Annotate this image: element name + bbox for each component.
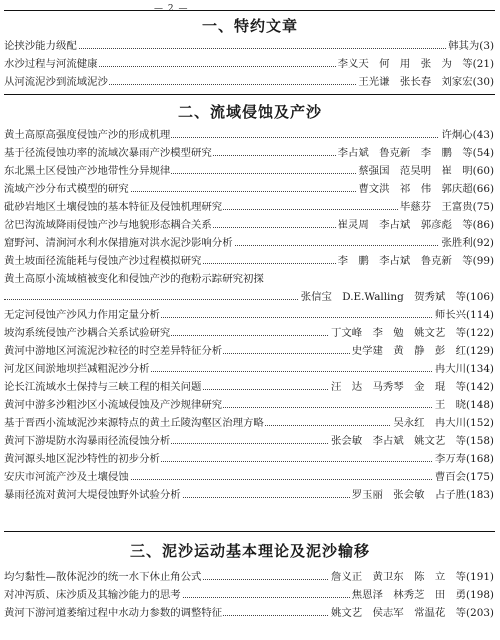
toc-entry[interactable] (0, 55, 500, 73)
entry-title: 黄土坡面径流能耗与侵蚀产沙过程模拟研究 (4, 252, 202, 270)
section-sediment-transport (0, 568, 500, 622)
entry-authors-page: 李义天 何 用 张 为 等(21) (336, 55, 494, 73)
entry-title: 基于晋西小流域泥沙来源特点的黄土丘陵沟壑区治理方略 (4, 414, 265, 432)
top-rule (4, 10, 495, 11)
entry-authors-page: 师长兴(114) (433, 306, 494, 324)
entry-title: 水沙过程与河流健康 (4, 55, 99, 73)
toc-entry[interactable] (0, 342, 500, 360)
entry-authors-page: 崔灵周 李占斌 郭彦彪 等(86) (336, 216, 494, 234)
entry-title: 坡沟系统侵蚀产沙耦合关系试验研究 (4, 324, 171, 342)
entry-title: 黄河下游堤防水沟暴雨径流侵蚀分析 (4, 432, 171, 450)
toc-entry[interactable] (0, 324, 500, 342)
entry-authors-page: 张胜利(92) (439, 234, 494, 252)
entry-title: 从河流泥沙到流域泥沙 (4, 73, 109, 91)
toc-entry[interactable] (0, 360, 500, 378)
toc-entry[interactable] (0, 306, 500, 324)
entry-title: 黄河源头地区泥沙特性的初步分析 (4, 450, 161, 468)
entry-authors-page: 李万寿(168) (433, 450, 494, 468)
section-title-3: 三、泥沙运动基本理论及泥沙输移 (129, 542, 370, 560)
entry-title: 暴雨径流对黄河大堤侵蚀野外试验分析 (4, 486, 182, 504)
entry-title: 均匀黏性—散体泥沙的统一水下休止角公式 (4, 568, 202, 586)
entry-title: 基于径流侵蚀功率的流域次暴雨产沙模型研究 (4, 144, 213, 162)
toc-entry[interactable] (0, 288, 500, 306)
entry-authors-page: 丁文峰 李 勉 姚文艺 等(122) (329, 324, 494, 342)
entry-title: 岔巴沟流域降雨侵蚀产沙与地貌形态耦合关系 (4, 216, 213, 234)
toc-entry[interactable] (0, 396, 500, 414)
toc-entry[interactable] (0, 162, 500, 180)
toc-entry[interactable] (0, 252, 500, 270)
entry-title: 东北黑土区侵蚀产沙地带性分异规律 (4, 162, 171, 180)
section-title-2: 二、流域侵蚀及产沙 (177, 103, 322, 121)
toc-entry[interactable] (0, 378, 500, 396)
section-watershed-erosion (0, 126, 500, 504)
entry-title: 黄河中游多沙粗沙区小流域侵蚀及产沙规律研究 (4, 396, 223, 414)
toc-entry[interactable] (0, 568, 500, 586)
entry-authors-page: 曹百会(175) (433, 468, 494, 486)
toc-entry[interactable] (0, 468, 500, 486)
entry-authors-page: 汪 达 马秀琴 金 琨 等(142) (329, 378, 494, 396)
entry-authors-page: 曹文洪 祁 伟 郭庆超(66) (356, 180, 494, 198)
entry-authors-page: 韩其为(3) (446, 37, 494, 55)
entry-title: 安庆市河流产沙及土壤侵蚀 (4, 468, 130, 486)
entry-authors-page: 罗玉丽 张会敏 占子胜(183) (350, 486, 494, 504)
toc-entry[interactable] (0, 144, 500, 162)
entry-title: 对冲泻质、床沙质及其输沙能力的思考 (4, 586, 182, 604)
toc-entry[interactable] (0, 126, 500, 144)
toc-entry[interactable] (0, 37, 500, 55)
entry-title: 河龙区间淤地坝拦减粗泥沙分析 (4, 360, 150, 378)
entry-authors-page: 吴永红 冉大川(152) (391, 414, 494, 432)
entry-authors-page: 李占斌 鲁克新 李 鹏 等(54) (336, 144, 494, 162)
entry-authors-page: 姚文艺 侯志军 常温花 等(203) (329, 604, 494, 622)
entry-authors-page: 张信宝 D.E.Walling 贺秀斌 等(106) (299, 288, 494, 306)
entry-authors-page: 史学建 黄 静 彭 红(129) (350, 342, 494, 360)
entry-title: 黄河下游河道萎缩过程中水动力参数的调整特征 (4, 604, 223, 622)
section-title-1: 一、特约文章 (201, 17, 298, 35)
toc-entry[interactable] (0, 234, 500, 252)
toc-entry[interactable] (0, 450, 500, 468)
toc-entry[interactable] (0, 198, 500, 216)
toc-entry[interactable] (0, 216, 500, 234)
page-number: — 2 — (154, 4, 189, 14)
toc-entry[interactable] (0, 604, 500, 622)
entry-authors-page: 蔡强国 范昊明 崔 明(60) (356, 162, 494, 180)
entry-authors-page: 李 鹏 李占斌 鲁克新 等(99) (336, 252, 494, 270)
entry-title: 黄河中游地区河流泥沙粒径的时空差异特征分析 (4, 342, 223, 360)
entry-title: 无定河侵蚀产沙风力作用定量分析 (4, 306, 161, 324)
entry-title: 黄土高原高强度侵蚀产沙的形成机理 (4, 126, 171, 144)
toc-entry[interactable] (0, 270, 500, 288)
entry-authors-page: 詹义正 黄卫东 陈 立 等(191) (329, 568, 494, 586)
entry-title: 砒砂岩地区土壤侵蚀的基本特征及侵蚀机理研究 (4, 198, 223, 216)
entry-authors-page: 王 晓(148) (433, 396, 494, 414)
section-2-rule (4, 531, 495, 532)
entry-title: 窟野河、清涧河水利水保措施对洪水泥沙影响分析 (4, 234, 234, 252)
entry-title: 论长江流域水土保持与三峡工程的相关问题 (4, 378, 202, 396)
toc-entry[interactable] (0, 414, 500, 432)
entry-authors-page: 王光谦 张长春 刘家宏(30) (356, 73, 494, 91)
entry-title: 流域产沙分布式模型的研究 (4, 180, 130, 198)
entry-authors-page: 毕慈芬 王富贵(75) (398, 198, 494, 216)
toc-entry[interactable] (0, 73, 500, 91)
entry-title: 论挟沙能力级配 (4, 37, 78, 55)
entry-authors-page: 焦恩泽 林秀芝 田 勇(198) (350, 586, 494, 604)
section-special-articles (0, 37, 500, 91)
entry-authors-page: 张会敏 李占斌 姚文艺 等(158) (329, 432, 494, 450)
section-1-rule (4, 94, 495, 95)
toc-entry[interactable] (0, 486, 500, 504)
entry-authors-page: 许炯心(43) (439, 126, 494, 144)
toc-entry[interactable] (0, 432, 500, 450)
entry-authors-page: 冉大川(134) (433, 360, 494, 378)
toc-entry[interactable] (0, 586, 500, 604)
entry-title: 黄土高原小流域植被变化和侵蚀产沙的孢粉示踪研究初探 (4, 270, 265, 288)
toc-entry[interactable] (0, 180, 500, 198)
